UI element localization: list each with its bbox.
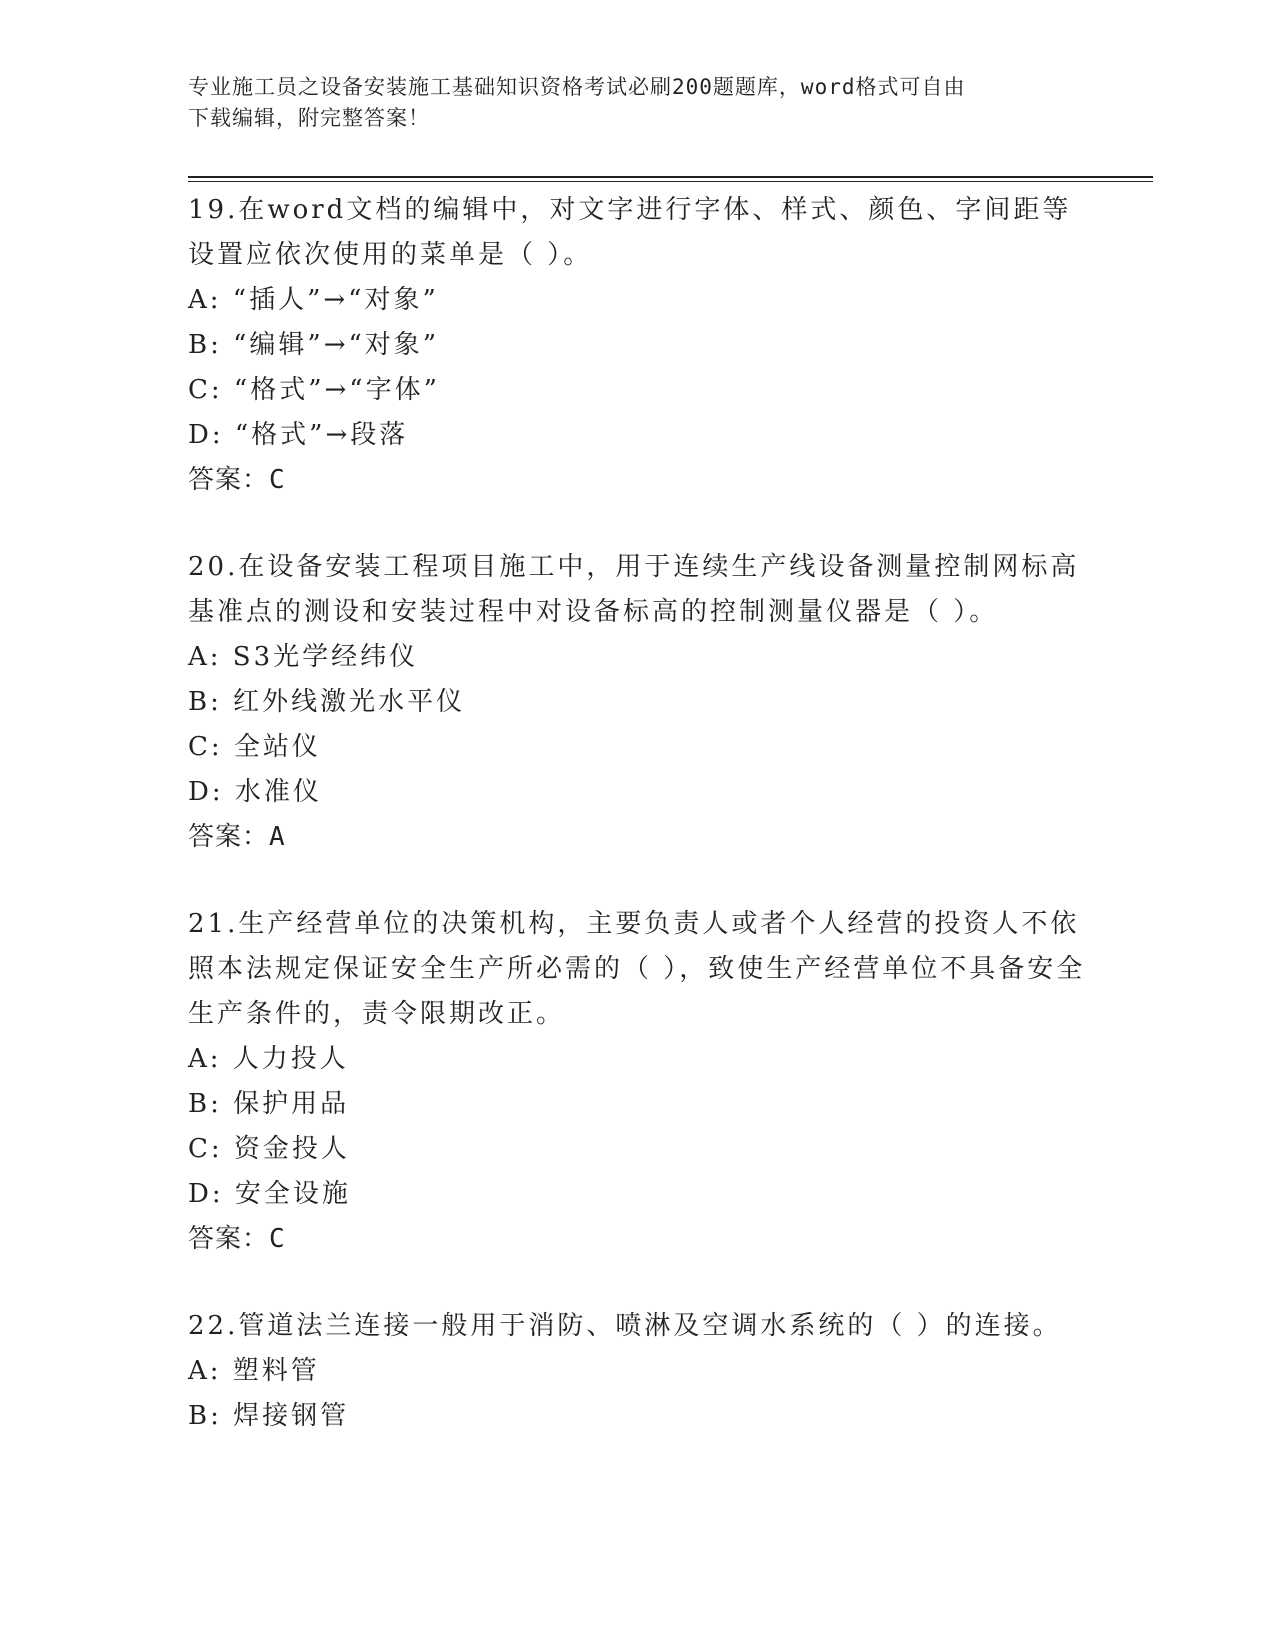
question-22 [188,1304,1088,1439]
option-d: D: “格式”→段落 [188,420,409,450]
question-stem: 20.在设备安装工程项目施工中，用于连续生产线设备测量控制网标高基准点的测设和安装过程中对设备标高的控制测量仪器是（ ）。 [188,552,1080,627]
option-a: A: 人力投人 [188,1044,349,1074]
question-21 [188,902,1088,1262]
option-b: B: 红外线激光水平仪 [188,687,466,717]
option-b: B: “编辑”→“对象” [188,330,440,360]
question-stem: 19.在word文档的编辑中，对文字进行字体、样式、颜色、字间距等设置应依次使用的菜单是（ ）。 [188,195,1072,270]
option-c: C: 全站仪 [188,732,321,762]
option-a: A: S3光学经纬仪 [188,642,419,672]
question-19 [188,188,1088,503]
question-stem: 21.生产经营单位的决策机构，主要负责人或者个人经营的投资人不依照本法规定保证安全生产所必需的（ ），致使生产经营单位不具备安全生产条件的，责令限期改正。 [188,909,1086,1029]
document-header [188,72,1068,134]
question-list [188,188,1088,1481]
option-a: A: “插人”→“对象” [188,285,439,315]
header-divider-thick [188,176,1153,178]
header-divider-thin [188,181,1153,182]
option-d: D: 安全设施 [188,1179,351,1209]
option-c: C: 资金投人 [188,1134,350,1164]
option-d: D: 水准仪 [188,777,322,807]
header-line-2: 下载编辑，附完整答案！ [188,106,430,130]
option-b: B: 保护用品 [188,1089,350,1119]
answer: 答案：C [188,1224,286,1254]
question-stem: 22.管道法兰连接一般用于消防、喷淋及空调水系统的（ ）的连接。 [188,1311,1062,1341]
option-b: B: 焊接钢管 [188,1401,350,1431]
answer: 答案：C [188,465,286,495]
option-c: C: “格式”→“字体” [188,375,440,405]
option-a: A: 塑料管 [188,1356,320,1386]
question-20 [188,545,1088,860]
header-line-1: 专业施工员之设备安装施工基础知识资格考试必刷200题题库，word格式可自由 [188,75,966,99]
answer: 答案：A [188,822,286,852]
